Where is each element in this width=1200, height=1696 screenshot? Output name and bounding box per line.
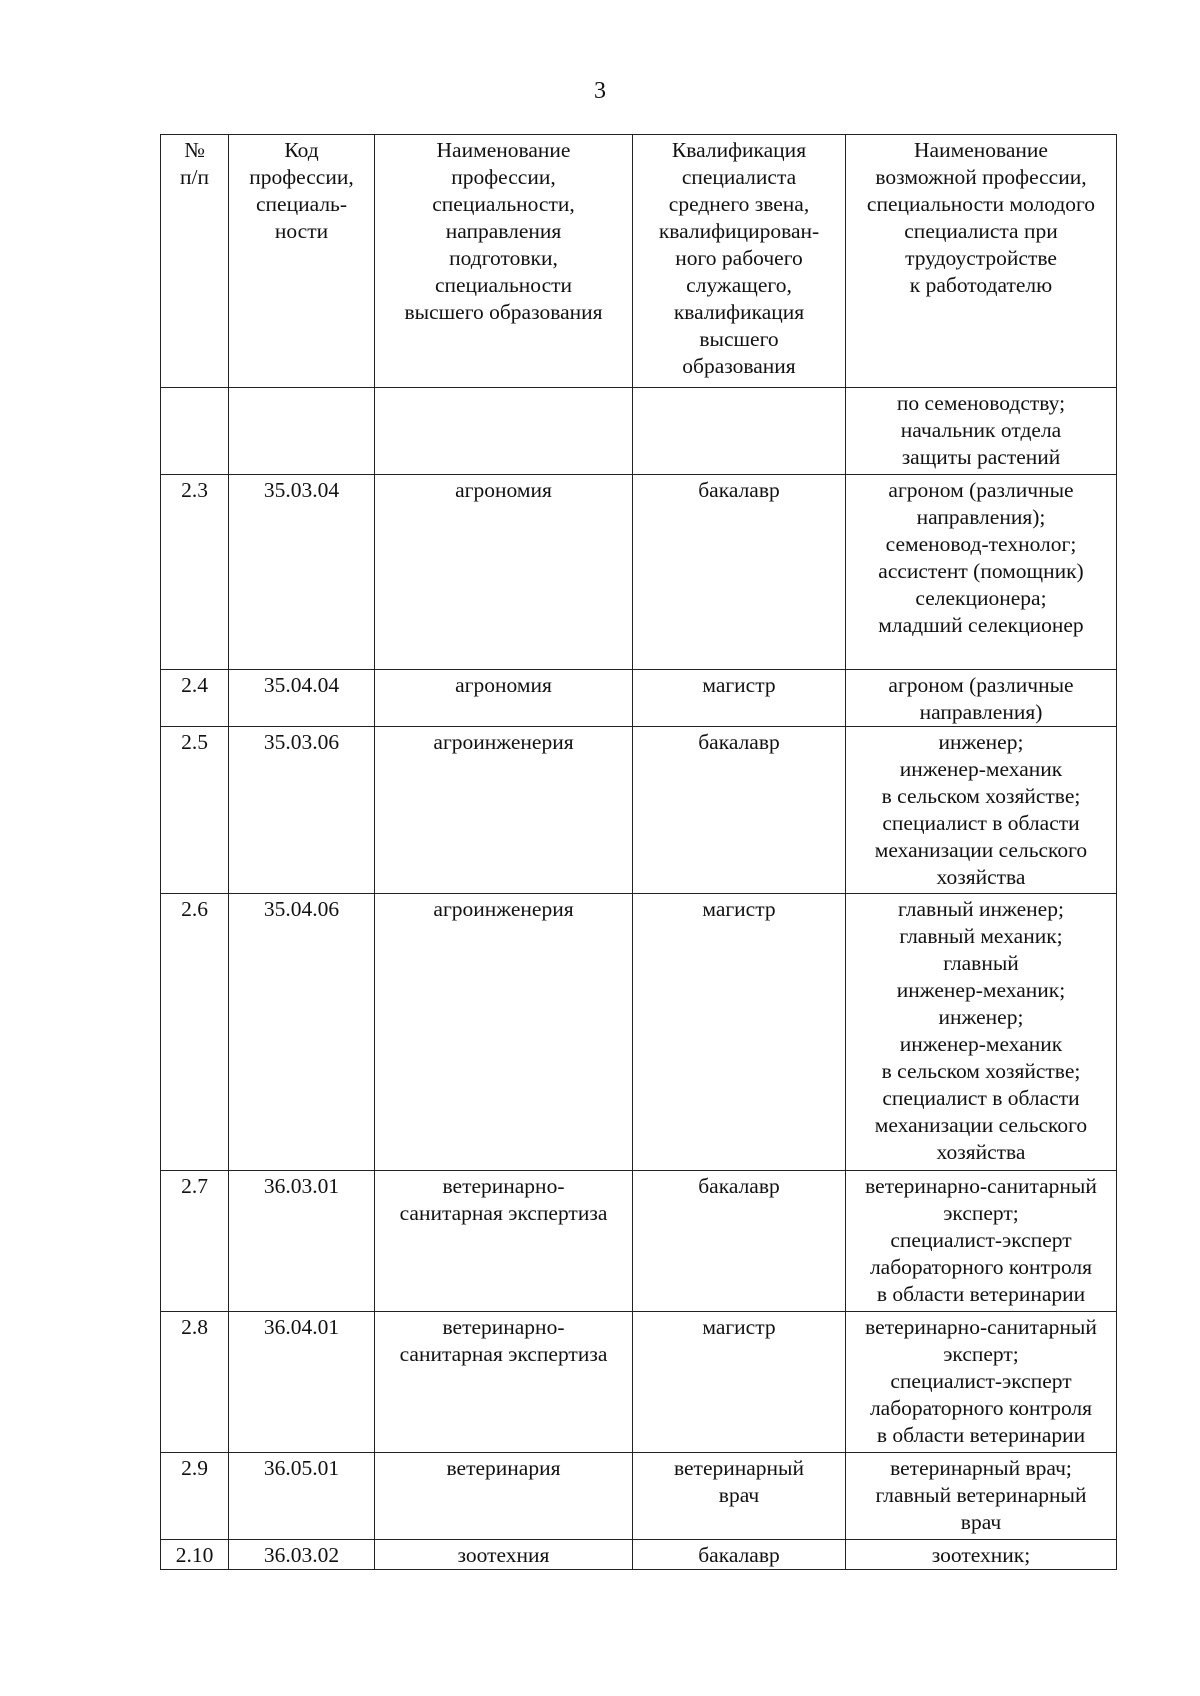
cell-qualification: магистр bbox=[633, 670, 846, 727]
table-row bbox=[161, 1540, 1117, 1570]
header-name: Наименование профессии, специальности, направления подготовки, специальности высшего образования bbox=[375, 135, 633, 388]
cell-positions: агроном (различные направления) bbox=[846, 670, 1117, 727]
cell-code: 36.03.02 bbox=[229, 1540, 375, 1570]
cell-number: 2.10 bbox=[161, 1540, 229, 1570]
cell-positions: инженер; инженер-механик в сельском хозяйстве; специалист в области механизации сельского хозяйства bbox=[846, 727, 1117, 894]
cell-code: 36.05.01 bbox=[229, 1453, 375, 1540]
header-positions: Наименование возможной профессии, специальности молодого специалиста при трудоустройстве к работодателю bbox=[846, 135, 1117, 388]
cell-qualification: бакалавр bbox=[633, 727, 846, 894]
cell-name: агрономия bbox=[375, 475, 633, 670]
cell-qualification: бакалавр bbox=[633, 1540, 846, 1570]
cell-positions: агроном (различные направления); семеновод-технолог; ассистент (помощник) селекционера; младший селекционер bbox=[846, 475, 1117, 670]
table-header-row bbox=[161, 135, 1117, 388]
cell-positions: ветеринарно-санитарный эксперт; специалист-эксперт лабораторного контроля в области ветеринарии bbox=[846, 1312, 1117, 1453]
table-row bbox=[161, 388, 1117, 475]
cell-positions: по семеноводству; начальник отдела защиты растений bbox=[846, 388, 1117, 475]
cell-name: ветеринарно- санитарная экспертиза bbox=[375, 1171, 633, 1312]
cell-code: 35.04.04 bbox=[229, 670, 375, 727]
cell-number bbox=[161, 388, 229, 475]
cell-name: зоотехния bbox=[375, 1540, 633, 1570]
cell-name: ветеринарно- санитарная экспертиза bbox=[375, 1312, 633, 1453]
cell-qualification bbox=[633, 388, 846, 475]
cell-name: агроинженерия bbox=[375, 894, 633, 1171]
table-row bbox=[161, 1312, 1117, 1453]
cell-number: 2.6 bbox=[161, 894, 229, 1171]
table-row bbox=[161, 670, 1117, 727]
cell-positions: ветеринарный врач; главный ветеринарный врач bbox=[846, 1453, 1117, 1540]
cell-code: 35.03.04 bbox=[229, 475, 375, 670]
cell-name: агрономия bbox=[375, 670, 633, 727]
cell-code: 35.04.06 bbox=[229, 894, 375, 1171]
table-row bbox=[161, 1453, 1117, 1540]
cell-positions: ветеринарно-санитарный эксперт; специалист-эксперт лабораторного контроля в области ветеринарии bbox=[846, 1171, 1117, 1312]
table-row bbox=[161, 894, 1117, 1171]
cell-code: 36.04.01 bbox=[229, 1312, 375, 1453]
professions-table bbox=[160, 134, 1117, 1570]
cell-number: 2.5 bbox=[161, 727, 229, 894]
cell-number: 2.4 bbox=[161, 670, 229, 727]
cell-number: 2.7 bbox=[161, 1171, 229, 1312]
cell-qualification: магистр bbox=[633, 1312, 846, 1453]
cell-qualification: бакалавр bbox=[633, 1171, 846, 1312]
table-row bbox=[161, 475, 1117, 670]
cell-name: агроинженерия bbox=[375, 727, 633, 894]
cell-name bbox=[375, 388, 633, 475]
cell-qualification: ветеринарный врач bbox=[633, 1453, 846, 1540]
cell-number: 2.9 bbox=[161, 1453, 229, 1540]
cell-positions: главный инженер; главный механик; главный инженер-механик; инженер; инженер-механик в сельском хозяйстве; специалист в области механизации сельского хозяйства bbox=[846, 894, 1117, 1171]
table-row bbox=[161, 727, 1117, 894]
table-row bbox=[161, 1171, 1117, 1312]
cell-number: 2.3 bbox=[161, 475, 229, 670]
cell-number: 2.8 bbox=[161, 1312, 229, 1453]
header-number: № п/п bbox=[161, 135, 229, 388]
cell-name: ветеринария bbox=[375, 1453, 633, 1540]
page-number: 3 bbox=[594, 78, 606, 104]
cell-code: 36.03.01 bbox=[229, 1171, 375, 1312]
cell-positions: зоотехник; bbox=[846, 1540, 1117, 1570]
cell-code: 35.03.06 bbox=[229, 727, 375, 894]
header-qualification: Квалификация специалиста среднего звена, квалифицирован- ного рабочего служащего, квалификация высшего образования bbox=[633, 135, 846, 388]
cell-code bbox=[229, 388, 375, 475]
header-code: Код профессии, специаль- ности bbox=[229, 135, 375, 388]
cell-qualification: бакалавр bbox=[633, 475, 846, 670]
cell-qualification: магистр bbox=[633, 894, 846, 1171]
